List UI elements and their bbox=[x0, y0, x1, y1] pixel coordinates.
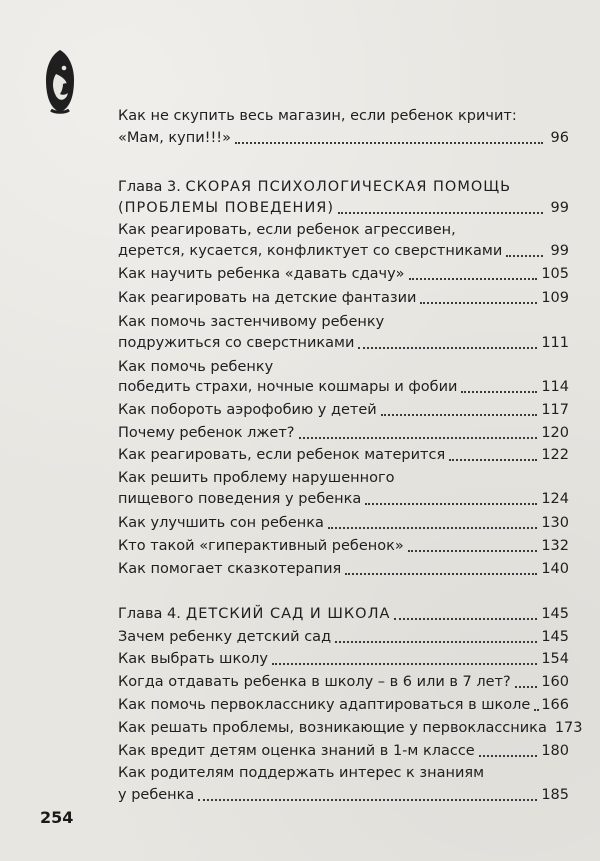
dot-leader bbox=[335, 641, 537, 643]
toc-page-number: 105 bbox=[541, 266, 569, 282]
toc-entry bbox=[118, 650, 569, 668]
toc-entry-title: Как помогает сказкотерапия bbox=[118, 561, 342, 577]
page-number: 254 bbox=[40, 808, 74, 827]
toc-chapter-entry bbox=[118, 199, 569, 217]
chapter-subtitle: (ПРОБЛЕМЫ ПОВЕДЕНИЯ) bbox=[118, 200, 335, 216]
toc-entry bbox=[118, 265, 569, 283]
toc-entry-line: Как помочь ребенку bbox=[118, 359, 274, 375]
toc-entry-line: Как родителям поддержать интерес к знаниям bbox=[118, 765, 485, 781]
dot-leader bbox=[534, 709, 537, 711]
toc-page-number: 117 bbox=[541, 402, 569, 418]
toc-entry bbox=[118, 289, 569, 307]
toc-entry bbox=[118, 378, 569, 396]
toc-entry-title: Как реагировать, если ребенок матерится bbox=[118, 447, 446, 463]
toc-entry-title: победить страхи, ночные кошмары и фобии bbox=[118, 379, 458, 395]
toc-entry bbox=[118, 719, 583, 737]
dot-leader bbox=[338, 212, 543, 214]
dot-leader bbox=[365, 503, 537, 505]
toc-entry-title: Как выбрать школу bbox=[118, 651, 268, 667]
dot-leader bbox=[272, 663, 537, 665]
dot-leader bbox=[394, 618, 537, 620]
toc-page-number: 96 bbox=[550, 130, 569, 146]
toc-entry-title: Как побороть аэрофобию у детей bbox=[118, 402, 377, 418]
dot-leader bbox=[358, 347, 537, 349]
toc-page-number: 111 bbox=[541, 335, 569, 351]
toc-entry-title: дерется, кусается, конфликтует со сверстниками bbox=[118, 243, 503, 259]
toc-entry-title: Как помочь первокласснику адаптироваться в школе bbox=[118, 697, 531, 713]
toc-entry bbox=[118, 334, 569, 352]
toc-entry bbox=[118, 490, 569, 508]
dot-leader bbox=[420, 302, 537, 304]
dot-leader bbox=[449, 459, 537, 461]
toc-page-number: 122 bbox=[541, 447, 569, 463]
toc-page-number: 140 bbox=[541, 561, 569, 577]
chapter-label: Глава 4. bbox=[118, 606, 181, 622]
toc-entry bbox=[118, 742, 569, 760]
toc-page-number: 145 bbox=[541, 629, 569, 645]
dot-leader bbox=[479, 755, 538, 757]
toc-entry-line: Как не скупить весь магазин, если ребенок кричит: bbox=[118, 108, 517, 124]
toc-entry-title: у ребенка bbox=[118, 787, 195, 803]
chapter-title: ДЕТСКИЙ САД И ШКОЛА bbox=[185, 606, 391, 622]
toc-entry-title: Как решать проблемы, возникающие у первоклассника bbox=[118, 720, 547, 736]
dot-leader bbox=[235, 142, 543, 144]
chapter-title: СКОРАЯ ПСИХОЛОГИЧЕСКАЯ ПОМОЩЬ bbox=[185, 179, 512, 195]
dot-leader bbox=[515, 686, 538, 688]
toc-page-number: 132 bbox=[541, 538, 569, 554]
toc-entry-title: Кто такой «гиперактивный ребенок» bbox=[118, 538, 404, 554]
toc-entry bbox=[118, 446, 569, 464]
toc-entry bbox=[118, 514, 569, 532]
toc-entry bbox=[118, 242, 569, 260]
toc-page-number: 185 bbox=[541, 787, 569, 803]
toc-page-number: 109 bbox=[541, 290, 569, 306]
dot-leader bbox=[345, 573, 537, 575]
toc-entry-title: подружиться со сверстниками bbox=[118, 335, 355, 351]
toc-page-number: 160 bbox=[541, 674, 569, 690]
chapter-label: Глава 3. bbox=[118, 179, 181, 195]
toc-entry-title: «Мам, купи!!!» bbox=[118, 130, 231, 146]
toc-page-number: 114 bbox=[541, 379, 569, 395]
dot-leader bbox=[461, 391, 537, 393]
toc-chapter-entry bbox=[118, 605, 569, 623]
toc-entry bbox=[118, 628, 569, 646]
publisher-logo-icon bbox=[36, 46, 82, 116]
dot-leader bbox=[408, 550, 538, 552]
toc-page-number: 99 bbox=[550, 200, 569, 216]
toc-entry bbox=[118, 537, 569, 555]
toc-entry bbox=[118, 560, 569, 578]
toc-page-number: 120 bbox=[541, 425, 569, 441]
toc-entry-title: Как вредит детям оценка знаний в 1-м классе bbox=[118, 743, 475, 759]
toc-entry bbox=[118, 696, 569, 714]
dot-leader bbox=[328, 527, 537, 529]
toc-entry bbox=[118, 424, 569, 442]
toc-page-number: 145 bbox=[541, 606, 569, 622]
dot-leader bbox=[299, 437, 538, 439]
dot-leader bbox=[198, 799, 537, 801]
dot-leader bbox=[409, 278, 538, 280]
toc-entry bbox=[118, 673, 569, 691]
toc-entry-line: Как помочь застенчивому ребенку bbox=[118, 314, 385, 330]
dot-leader bbox=[506, 255, 543, 257]
toc-entry bbox=[118, 401, 569, 419]
toc-entry bbox=[118, 786, 569, 804]
toc-page-number: 99 bbox=[550, 243, 569, 259]
toc-page-number: 154 bbox=[541, 651, 569, 667]
toc-entry-title: Как улучшить сон ребенка bbox=[118, 515, 324, 531]
toc-entry-title: Как научить ребенка «давать сдачу» bbox=[118, 266, 405, 282]
toc-entry-line: Как реагировать, если ребенок агрессивен, bbox=[118, 222, 456, 238]
toc-entry-title: Зачем ребенку детский сад bbox=[118, 629, 332, 645]
dot-leader bbox=[381, 414, 538, 416]
toc-entry-title: Почему ребенок лжет? bbox=[118, 425, 295, 441]
toc-page-number: 124 bbox=[541, 491, 569, 507]
toc-chapter-heading-line bbox=[118, 178, 511, 196]
toc-entry bbox=[118, 129, 569, 147]
toc-entry-title: Как реагировать на детские фантазии bbox=[118, 290, 417, 306]
toc-entry-title: пищевого поведения у ребенка bbox=[118, 491, 362, 507]
toc-page-number: 173 bbox=[554, 720, 583, 736]
toc-page-number: 180 bbox=[541, 743, 569, 759]
toc-entry-line: Как решить проблему нарушенного bbox=[118, 470, 395, 486]
toc-page-number: 130 bbox=[541, 515, 569, 531]
toc-entry-title: Когда отдавать ребенка в школу – в 6 или в 7 лет? bbox=[118, 674, 511, 690]
toc-page-number: 166 bbox=[541, 697, 569, 713]
